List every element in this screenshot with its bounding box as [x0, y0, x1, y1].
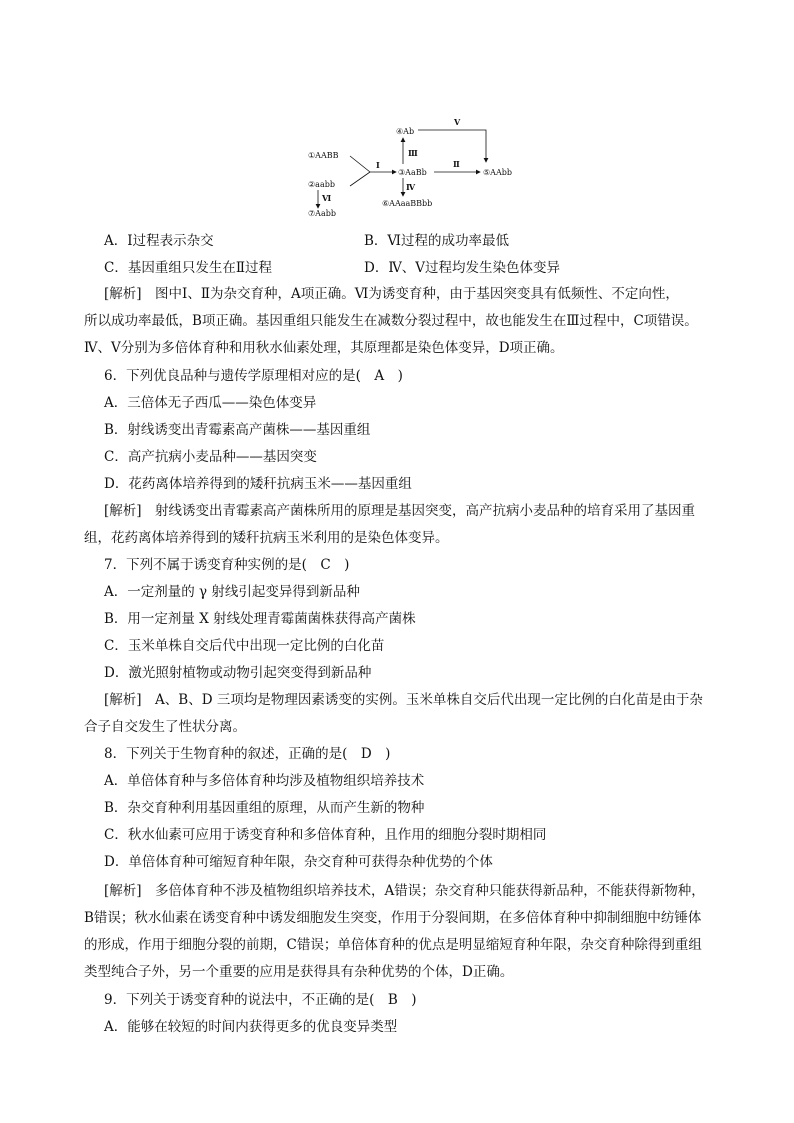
node-7-label: ⑦Aabb — [308, 209, 336, 218]
q5-analysis-text-1: 图中Ⅰ、Ⅱ为杂交育种，A项正确。Ⅵ为诱变育种，由于基因突变具有低频性、不定向性， — [155, 286, 679, 302]
node-6-label: ⑥AAaaBBbb — [382, 199, 433, 208]
q5-option-b: B．Ⅵ过程的成功率最低 — [364, 233, 509, 249]
q8-option-c: C．秋水仙素可应用于诱变育种和多倍体育种，且作用的细胞分裂时期相同 — [104, 827, 547, 843]
analysis-tag: [解析] — [104, 503, 142, 519]
process-III-label: Ⅲ — [408, 148, 418, 158]
q8-option-d: D．单倍体育种可缩短育种年限，杂交育种可获得杂种优势的个体 — [104, 854, 493, 870]
breeding-diagram-svg — [300, 112, 540, 224]
q6-analysis — [84, 498, 714, 552]
q7-stem: 7．下列不属于诱变育种实例的是( C ) — [104, 557, 350, 573]
q8-analysis-line-2: B错误；秋水仙素在诱变育种中诱发细胞发生突变，作用于分裂间期，在多倍体育种中抑制细胞中纺锤体 — [84, 910, 702, 926]
edge-2-join — [350, 172, 370, 186]
q6-stem: 6．下列优良品种与遗传学原理相对应的是( A ) — [104, 368, 403, 384]
q8-analysis-line-3: 的形成，作用于细胞分裂的前期，C错误；单倍体育种的优点是明显缩短育种年限，杂交育种除得到重组 — [84, 937, 702, 953]
analysis-tag: [解析] — [104, 286, 142, 302]
node-4-label: ④Ab — [396, 127, 415, 136]
q6-analysis-line-2: 组，花药离体培养得到的矮秆抗病玉米利用的是染色体变异。 — [84, 530, 449, 546]
q5-option-a: A．Ⅰ过程表示杂交 — [104, 233, 214, 249]
q8-analysis-line-4: 类型纯合子外，另一个重要的应用是获得具有杂种优势的个体，D正确。 — [84, 964, 514, 980]
q6-analysis-line-1 — [84, 498, 714, 525]
edge-1-join — [350, 156, 370, 172]
analysis-tag: [解析] — [104, 692, 142, 708]
q7-option-a: A．一定剂量的 γ 射线引起变异得到新品种 — [104, 584, 360, 600]
q9-stem: 9．下列关于诱变育种的说法中，不正确的是( B ) — [104, 992, 417, 1008]
q5-analysis — [84, 281, 714, 362]
q7-option-c: C．玉米单株自交后代中出现一定比例的白化苗 — [104, 638, 385, 654]
q9-option-a: A．能够在较短的时间内获得更多的优良变异类型 — [104, 1019, 398, 1035]
q6-analysis-text-1: 射线诱变出青霉素高产菌株所用的原理是基因突变，高产抗病小麦品种的培育采用了基因重 — [155, 503, 696, 519]
q5-option-c: C．基因重组只发生在Ⅱ过程 — [104, 260, 273, 276]
q5-analysis-line-2: 所以成功率最低，B项正确。基因重组只能发生在减数分裂过程中，故也能发生在Ⅲ过程中，C项错误。 — [84, 313, 698, 329]
q6-option-d: D．花药离体培养得到的矮秆抗病玉米——基因重组 — [104, 476, 412, 492]
analysis-tag: [解析] — [104, 883, 142, 899]
q6-option-b: B．射线诱变出青霉素高产菌株——基因重组 — [104, 422, 371, 438]
q8-option-a: A．单倍体育种与多倍体育种均涉及植物组织培养技术 — [104, 773, 425, 789]
q7-analysis-line-2: 合子自交发生了性状分离。 — [84, 719, 246, 735]
q8-stem: 8．下列关于生物育种的叙述，正确的是( D ) — [104, 746, 391, 762]
process-VI-label: Ⅵ — [322, 193, 332, 203]
q5-analysis-line-3: Ⅳ、Ⅴ分别为多倍体育种和用秋水仙素处理，其原理都是染色体变异，D项正确。 — [84, 340, 564, 356]
q7-option-d: D．激光照射植物或动物引起突变得到新品种 — [104, 665, 372, 681]
q7-option-b: B．用一定剂量 X 射线处理青霉菌菌株获得高产菌株 — [104, 611, 416, 627]
process-V-label: Ⅴ — [454, 117, 461, 127]
q7-analysis-line-1 — [84, 687, 714, 714]
process-II-label: Ⅱ — [453, 159, 460, 169]
q8-option-b: B．杂交育种利用基因重组的原理，从而产生新的物种 — [104, 800, 425, 816]
process-I-label: Ⅰ — [376, 160, 380, 170]
q8-analysis-text-1: 多倍体育种不涉及植物组织培养技术，A错误；杂交育种只能获得新品种，不能获得新物种， — [155, 883, 705, 899]
q6-option-c: C．高产抗病小麦品种——基因突变 — [104, 449, 317, 465]
q7-analysis — [84, 687, 714, 741]
node-2-label: ②aabb — [308, 180, 335, 189]
q6-option-a: A．三倍体无子西瓜——染色体变异 — [104, 395, 317, 411]
q8-analysis — [84, 878, 714, 986]
q5-option-d: D．Ⅳ、Ⅴ过程均发生染色体变异 — [364, 260, 561, 276]
q5-analysis-line-1 — [84, 281, 714, 308]
node-3-label: ③AaBb — [398, 168, 427, 177]
node-5-label: ⑤AAbb — [483, 168, 512, 177]
process-IV-label: Ⅳ — [406, 182, 416, 192]
q8-analysis-line-1 — [84, 878, 714, 905]
q7-analysis-text-1: A、B、D 三项均是物理因素诱变的实例。玉米单株自交后代出现一定比例的白化苗是由于杂 — [155, 692, 703, 708]
arrow-V — [418, 130, 486, 162]
breeding-diagram — [300, 112, 540, 224]
node-1-label: ①AABB — [308, 151, 339, 160]
